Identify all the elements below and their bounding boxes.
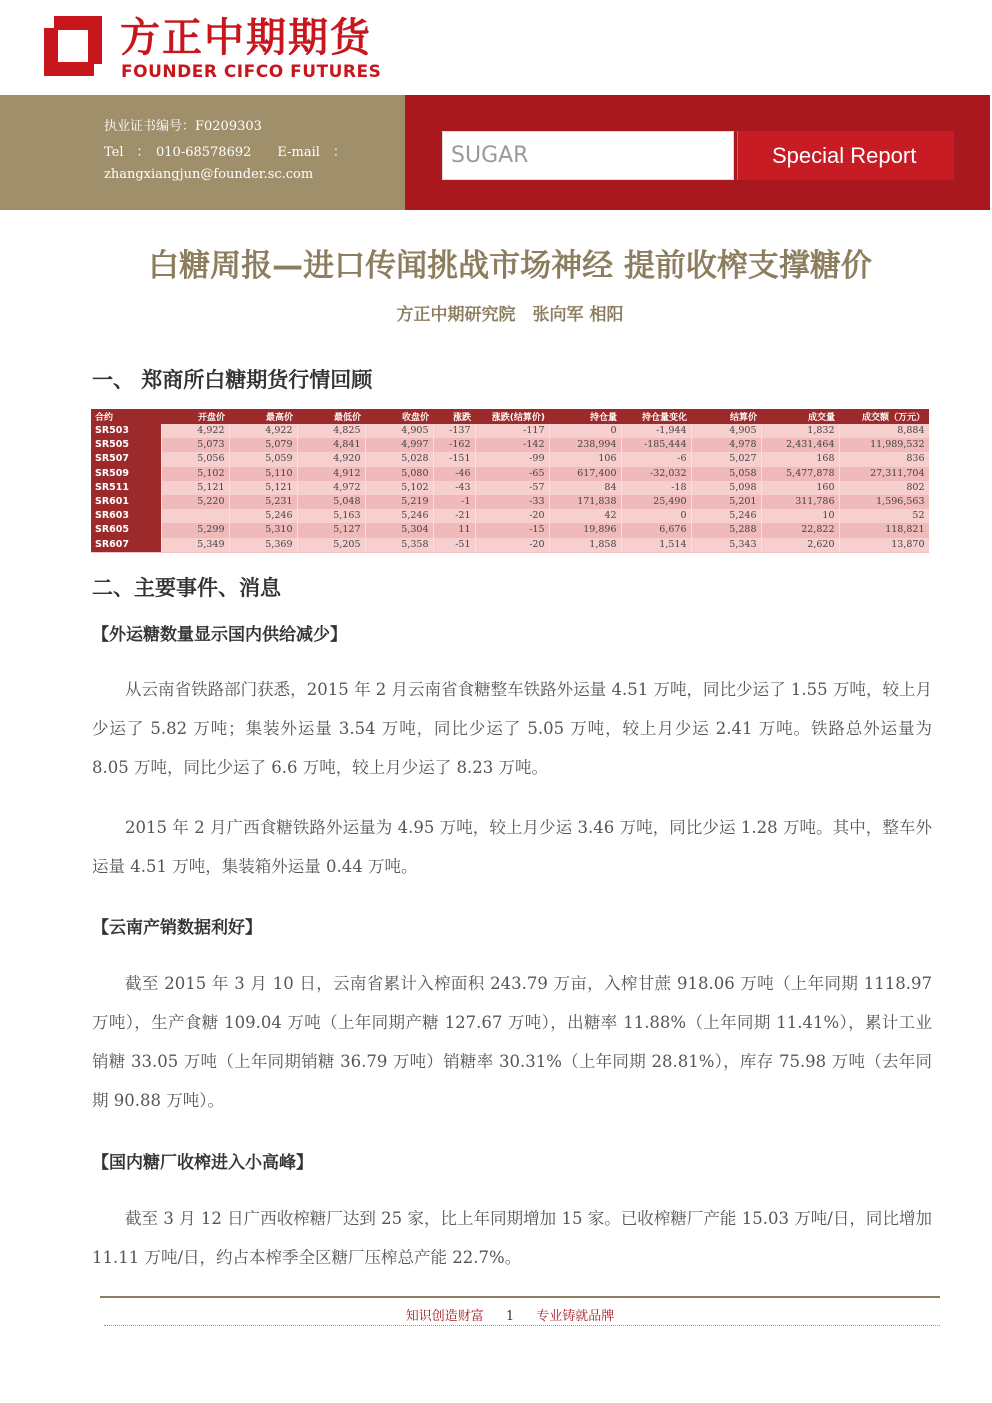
col-header: 涨跌(结算价) [475, 409, 549, 424]
table-row [91, 481, 929, 495]
logo-mark-icon [40, 12, 108, 80]
table-cell: 5,059 [229, 452, 297, 466]
table-cell: 13,870 [839, 538, 929, 552]
table-row [91, 452, 929, 466]
table-cell: 52 [839, 509, 929, 523]
table-cell [161, 509, 229, 523]
contact-email: zhangxiangjun@founder.sc.com [104, 167, 314, 182]
table-cell: 5,027 [691, 452, 761, 466]
table-cell: -20 [475, 538, 549, 552]
company-logo [40, 10, 400, 85]
page-title: 白糖周报—进口传闻挑战市场神经 提前收榨支撑糖价 [148, 248, 872, 284]
table-cell: 5,102 [161, 467, 229, 481]
col-header: 最低价 [297, 409, 365, 424]
table-cell: -46 [433, 467, 475, 481]
table-cell: 168 [761, 452, 839, 466]
footer-divider [100, 1296, 940, 1298]
table-cell: 6,676 [621, 523, 691, 537]
table-cell: 5,205 [297, 538, 365, 552]
contract-code: SR505 [91, 438, 161, 452]
contract-code: SR603 [91, 509, 161, 523]
table-cell: 19,896 [549, 523, 621, 537]
table-cell: 5,231 [229, 495, 297, 509]
table-header-row [91, 409, 929, 424]
paragraph: 2015 年 2 月广西食糖铁路外运量为 4.95 万吨，较上月少运 3.46 万吨，同比少运 1.28 万吨。其中，整车外运量 4.51 万吨，集装箱外运量 0.44 万吨。 [92, 818, 932, 876]
table-cell: 5,349 [161, 538, 229, 552]
table-cell: 802 [839, 481, 929, 495]
table-cell: -6 [621, 452, 691, 466]
col-header: 最高价 [229, 409, 297, 424]
section-heading-2: 二、主要事件、消息 [92, 576, 281, 600]
table-cell: 5,343 [691, 538, 761, 552]
table-cell: 4,978 [691, 438, 761, 452]
table-cell: 311,786 [761, 495, 839, 509]
market-table [91, 409, 929, 553]
table-row [91, 523, 929, 537]
table-cell: -185,444 [621, 438, 691, 452]
table-cell: 2,620 [761, 538, 839, 552]
table-cell: 118,821 [839, 523, 929, 537]
table-cell: 5,056 [161, 452, 229, 466]
table-cell: 25,490 [621, 495, 691, 509]
table-cell: -137 [433, 424, 475, 438]
table-cell: 5,048 [297, 495, 365, 509]
table-cell: -117 [475, 424, 549, 438]
table-cell: 5,098 [691, 481, 761, 495]
col-header: 持仓量 [549, 409, 621, 424]
table-cell: 22,822 [761, 523, 839, 537]
table-cell: 4,972 [297, 481, 365, 495]
table-cell: -142 [475, 438, 549, 452]
table-cell: 4,825 [297, 424, 365, 438]
table-cell: 5,163 [297, 509, 365, 523]
table-cell: 4,922 [229, 424, 297, 438]
table-cell: 5,121 [229, 481, 297, 495]
table-cell: 160 [761, 481, 839, 495]
table-cell: 0 [549, 424, 621, 438]
table-cell: 8,884 [839, 424, 929, 438]
table-cell: -162 [433, 438, 475, 452]
table-cell: 4,841 [297, 438, 365, 452]
table-cell: -65 [475, 467, 549, 481]
page-footer [0, 1305, 992, 1324]
table-row [91, 467, 929, 481]
table-cell: -51 [433, 538, 475, 552]
table-cell: 4,905 [365, 424, 433, 438]
col-header: 合约 [91, 409, 161, 424]
table-cell: 5,058 [691, 467, 761, 481]
table-cell: 5,304 [365, 523, 433, 537]
footer-slogan-right: 专业铸就品牌 [536, 1309, 615, 1324]
table-cell: 5,369 [229, 538, 297, 552]
table-cell: -43 [433, 481, 475, 495]
event-body [92, 808, 932, 886]
table-cell: 5,246 [691, 509, 761, 523]
table-cell: 2,431,464 [761, 438, 839, 452]
table-cell: -32,032 [621, 467, 691, 481]
event-heading: 【外运糖数量显示国内供给减少】 [92, 625, 347, 645]
table-cell: -21 [433, 509, 475, 523]
brand-name-cn: 方正中期期货 [120, 15, 372, 61]
table-cell: 5,080 [365, 467, 433, 481]
table-cell: 617,400 [549, 467, 621, 481]
table-row [91, 438, 929, 452]
col-header: 开盘价 [161, 409, 229, 424]
table-cell: 5,073 [161, 438, 229, 452]
table-cell: 5,121 [161, 481, 229, 495]
table-cell: -33 [475, 495, 549, 509]
table-cell: 5,477,878 [761, 467, 839, 481]
table-cell: 5,310 [229, 523, 297, 537]
table-cell: 27,311,704 [839, 467, 929, 481]
table-cell: 5,358 [365, 538, 433, 552]
table-cell: 5,288 [691, 523, 761, 537]
table-cell: 5,201 [691, 495, 761, 509]
table-cell: 11 [433, 523, 475, 537]
paragraph: 从云南省铁路部门获悉，2015 年 2 月云南省食糖整车铁路外运量 4.51 万吨，同比少运了 1.55 万吨，较上月少运了 5.82 万吨；集装外运量 3.54 万吨，同比少运了 5.05 万吨，较上月少运 2.41 万吨。铁路总外运量为 8.05 万吨，同比少运了 6.6 万吨，较上月少运了 8.23 万吨。 [92, 680, 932, 777]
table-cell: -151 [433, 452, 475, 466]
contract-code: SR503 [91, 424, 161, 438]
event-heading: 【国内糖厂收榨进入小高峰】 [92, 1153, 313, 1173]
table-cell: 1,832 [761, 424, 839, 438]
table-cell: -1,944 [621, 424, 691, 438]
contract-code: SR509 [91, 467, 161, 481]
table-cell: -15 [475, 523, 549, 537]
page-number: 1 [505, 1309, 515, 1324]
authors: 方正中期研究院 张向军 相阳 [396, 305, 624, 325]
table-cell: 4,905 [691, 424, 761, 438]
table-cell: -1 [433, 495, 475, 509]
table-cell: 106 [549, 452, 621, 466]
event-body [92, 670, 932, 787]
contract-code: SR507 [91, 452, 161, 466]
event-body [92, 1199, 932, 1277]
event-body [92, 964, 932, 1120]
table-row [91, 509, 929, 523]
contract-code: SR605 [91, 523, 161, 537]
category-box [442, 131, 734, 180]
table-cell: -18 [621, 481, 691, 495]
table-cell: 5,102 [365, 481, 433, 495]
table-cell: 4,920 [297, 452, 365, 466]
table-cell: 4,912 [297, 467, 365, 481]
table-cell: 4,997 [365, 438, 433, 452]
contact-panel [0, 95, 405, 210]
col-header: 成交量 [761, 409, 839, 424]
table-cell: 4,922 [161, 424, 229, 438]
contract-code: SR607 [91, 538, 161, 552]
event-heading: 【云南产销数据利好】 [92, 918, 262, 938]
table-cell: -20 [475, 509, 549, 523]
table-cell: 5,246 [229, 509, 297, 523]
table-cell: 1,858 [549, 538, 621, 552]
table-row [91, 424, 929, 438]
table-cell: 11,989,532 [839, 438, 929, 452]
table-cell: 5,028 [365, 452, 433, 466]
table-cell: 5,079 [229, 438, 297, 452]
category-label: SUGAR [451, 143, 529, 168]
brand-name-en: FOUNDER CIFCO FUTURES [121, 62, 382, 82]
contract-code: SR511 [91, 481, 161, 495]
table-cell: -99 [475, 452, 549, 466]
col-header: 收盘价 [365, 409, 433, 424]
contract-code: SR601 [91, 495, 161, 509]
col-header: 涨跌 [433, 409, 475, 424]
footer-slogan-left: 知识创造财富 [405, 1309, 484, 1324]
table-cell: 0 [621, 509, 691, 523]
col-header: 持仓量变化 [621, 409, 691, 424]
table-cell: 1,596,563 [839, 495, 929, 509]
table-cell: 1,514 [621, 538, 691, 552]
table-cell: 5,219 [365, 495, 433, 509]
report-type-label: Special Report [772, 143, 917, 168]
table-cell: 84 [549, 481, 621, 495]
contact-tel: Tel ： 010-68578692 E-mail ： [104, 145, 346, 160]
table-cell: -57 [475, 481, 549, 495]
table-cell: 171,838 [549, 495, 621, 509]
table-cell: 5,246 [365, 509, 433, 523]
section-heading-1: 一、 郑商所白糖期货行情回顾 [92, 368, 373, 392]
col-header: 结算价 [691, 409, 761, 424]
col-header: 成交额（万元） [839, 409, 929, 424]
table-cell: 5,127 [297, 523, 365, 537]
cert-number: 执业证书编号：F0209303 [104, 119, 262, 134]
report-type-box [737, 131, 954, 180]
table-cell: 238,994 [549, 438, 621, 452]
table-cell: 836 [839, 452, 929, 466]
table-row [91, 538, 929, 552]
table-cell: 5,110 [229, 467, 297, 481]
paragraph: 截至 2015 年 3 月 10 日，云南省累计入榨面积 243.79 万亩，入榨甘蔗 918.06 万吨（上年同期 1118.97 万吨），生产食糖 109.04 万吨（上年同期产糖 127.67 万吨），出糖率 11.88%（上年同期 11.41%），累计工业销糖 33.05 万吨（上年同期销糖 36.79 万吨）销糖率 30.31%（上年同期 28.81%），库存 75.98 万吨（去年同期 90.88 万吨）。 [92, 974, 932, 1110]
table-cell: 5,220 [161, 495, 229, 509]
table-cell: 10 [761, 509, 839, 523]
paragraph: 截至 3 月 12 日广西收榨糖厂达到 25 家，比上年同期增加 15 家。已收榨糖厂产能 15.03 万吨/日，同比增加 11.11 万吨/日，约占本榨季全区糖厂压榨总产能 22.7%。 [92, 1209, 932, 1267]
table-row [91, 495, 929, 509]
table-cell: 42 [549, 509, 621, 523]
table-cell: 5,299 [161, 523, 229, 537]
footer-dotted-rule [104, 1325, 940, 1326]
